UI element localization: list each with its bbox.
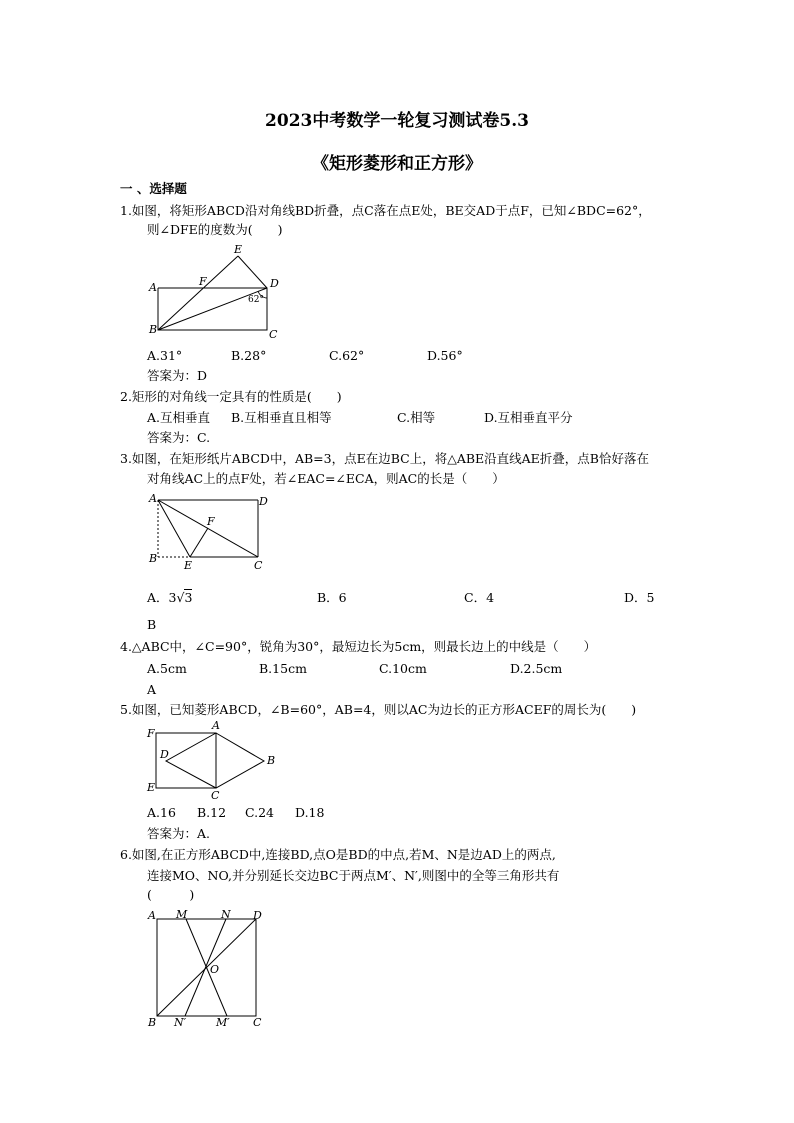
radical-sign-icon: √ xyxy=(176,590,185,605)
q6-label-m-prime: M′ xyxy=(216,1016,230,1029)
q2-option-a: A.互相垂直 xyxy=(147,410,211,425)
q3-stem-line2: 对角线AC上的点F处，若∠EAC=∠ECA，则AC的长是（ ） xyxy=(147,471,505,486)
q4-option-a: A.5cm xyxy=(147,661,187,676)
q1-label-e: E xyxy=(234,243,243,256)
q5-label-f: F xyxy=(147,727,155,740)
q1-option-c: C.62° xyxy=(329,348,365,363)
q5-label-e: E xyxy=(147,781,156,794)
q3-option-c: C．4 xyxy=(464,590,495,605)
page-title: 2023中考数学一轮复习测试卷5.3 xyxy=(265,111,529,131)
q1-label-c: C xyxy=(269,328,278,341)
section-heading: 一 、选择题 xyxy=(120,181,187,196)
q5-answer: 答案为：A. xyxy=(147,826,211,841)
q2-answer: 答案为：C. xyxy=(147,430,211,445)
q1-stem-line2: 则∠DFE的度数为( ) xyxy=(147,222,283,237)
q5-option-b: B.12 xyxy=(197,805,227,820)
q3-option-b: B．6 xyxy=(317,590,347,605)
q5-label-d: D xyxy=(160,748,169,761)
q6-label-o: O xyxy=(210,963,220,976)
q2-option-d: D.互相垂直平分 xyxy=(484,410,573,425)
q1-answer: 答案为：D xyxy=(147,368,208,383)
q6-label-m: M xyxy=(176,908,188,921)
q5-option-c: C.24 xyxy=(245,805,274,820)
q3-option-a-coef: 3 xyxy=(168,590,177,605)
q3-option-d: D．5 xyxy=(624,590,655,605)
q1-label-b: B xyxy=(149,323,158,336)
q3-option-a xyxy=(147,590,192,606)
q4-option-b: B.15cm xyxy=(259,661,307,676)
q6-stem-line2: 连接MO、NO,并分别延长交边BC于两点M′、N′,则图中的全等三角形共有 xyxy=(147,868,560,883)
q5-figure xyxy=(140,718,285,803)
q3-label-e: E xyxy=(184,559,193,572)
q6-label-n-prime: N′ xyxy=(174,1016,187,1029)
q1-label-f: F xyxy=(199,275,207,288)
q6-label-c: C xyxy=(253,1016,262,1029)
q4-option-c: C.10cm xyxy=(379,661,427,676)
q1-figure xyxy=(140,242,300,342)
q3-label-b: B xyxy=(149,552,158,565)
q5-label-a: A xyxy=(212,719,220,732)
q1-option-a: A.31° xyxy=(147,348,183,363)
q2-option-c: C.相等 xyxy=(397,410,436,425)
q3-label-f: F xyxy=(207,515,215,528)
q3-answer: B xyxy=(147,617,157,632)
q1-angle-label: 62° xyxy=(248,295,264,305)
q2-option-b: B.互相垂直且相等 xyxy=(231,410,332,425)
q6-stem-line1: 6.如图,在正方形ABCD中,连接BD,点O是BD的中点,若M、N是边AD上的两点, xyxy=(120,847,556,862)
q6-label-d: D xyxy=(253,909,262,922)
q5-stem: 5.如图，已知菱形ABCD，∠B=60°，AB=4，则以AC为边长的正方形ACEF的周长为( ) xyxy=(120,702,637,717)
q3-option-a-radicand: 3 xyxy=(184,590,193,605)
q6-stem-line3: ( ) xyxy=(147,887,195,902)
q3-figure xyxy=(140,490,275,575)
q4-answer: A xyxy=(147,682,157,697)
q5-label-b: B xyxy=(267,754,276,767)
q5-option-d: D.18 xyxy=(295,805,325,820)
q1-option-d: D.56° xyxy=(427,348,463,363)
page-subtitle: 《矩形菱形和正方形》 xyxy=(312,154,482,174)
q5-option-a: A.16 xyxy=(147,805,176,820)
q1-label-d: D xyxy=(270,277,279,290)
q2-stem: 2.矩形的对角线一定具有的性质是( ) xyxy=(120,389,342,404)
q5-label-c: C xyxy=(211,789,220,802)
q6-label-n: N xyxy=(221,908,231,921)
q4-option-d: D.2.5cm xyxy=(510,661,563,676)
q1-option-b: B.28° xyxy=(231,348,267,363)
q3-label-d: D xyxy=(259,495,268,508)
q3-option-a-prefix: A． xyxy=(147,590,169,605)
q1-stem-line1: 1.如图，将矩形ABCD沿对角线BD折叠，点C落在点E处，BE交AD于点F，已知∠BDC=62°， xyxy=(120,203,651,218)
q6-label-b: B xyxy=(148,1016,157,1029)
q1-label-a: A xyxy=(149,281,157,294)
q3-label-a: A xyxy=(149,492,157,505)
q4-stem: 4.△ABC中，∠C=90°，锐角为30°，最短边长为5cm，则最长边上的中线是（ ） xyxy=(120,639,597,654)
q3-stem-line1: 3.如图，在矩形纸片ABCD中，AB=3，点E在边BC上，将△ABE沿直线AE折叠，点B恰好落在 xyxy=(120,451,649,466)
q6-figure xyxy=(140,902,280,1032)
q3-label-c: C xyxy=(254,559,263,572)
q6-label-a: A xyxy=(148,909,156,922)
